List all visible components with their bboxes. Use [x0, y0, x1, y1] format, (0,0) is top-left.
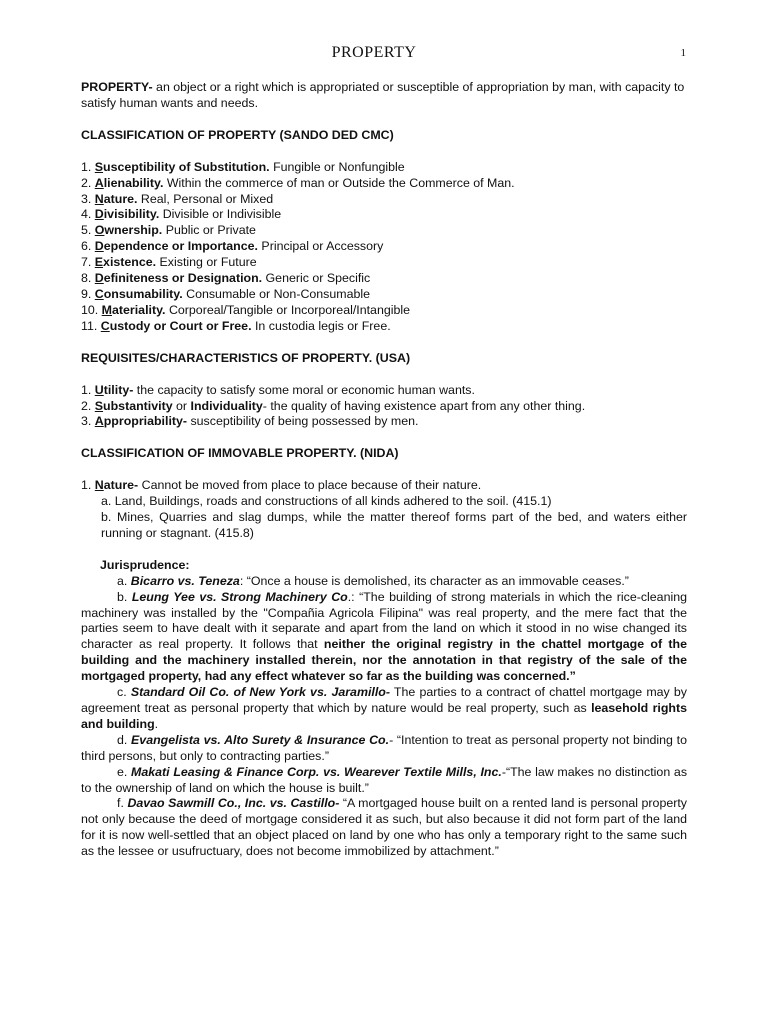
page-title: PROPERTY [331, 44, 417, 61]
case-item: e. Makati Leasing & Finance Corp. vs. Wearever Textile Mills, Inc.-“The law makes no distinction as to the ownership of land on which the house is built.” [81, 764, 688, 795]
case-list [81, 574, 687, 860]
list-item: 6. Dependence or Importance. Principal or Accessory [81, 239, 384, 254]
case-item: f. Davao Sawmill Co., Inc. vs. Castillo- “A mortgaged house built on a rented land is personal property not only because the deed of mortgage considered it as such, but also because it did not form part of the land for it is now well-settled that an object placed on land by one who has only a temporary right to the same such as the lessee or usufructuary, does not become immobilized by attachment.” [81, 796, 687, 859]
list-item: 8. Definiteness or Designation. Generic or Specific [81, 271, 371, 286]
definition-term: PROPERTY- [81, 80, 153, 94]
definition-text: an object or a right which is appropriated or susceptible of appropriation by man, with capacity to satisfy human wants and needs. [81, 80, 685, 110]
list-item: 7. Existence. Existing or Future [81, 255, 257, 270]
list-item: 9. Consumability. Consumable or Non-Consumable [81, 286, 371, 301]
sub-item-b: b. Mines, Quarries and slag dumps, while the matter thereof forms part of the bed, and waters either running or stagnant. (415.8) [101, 510, 687, 540]
immovable-list [81, 478, 687, 542]
case-item: b. Leung Yee vs. Strong Machinery Co.: “The building of strong materials in which the rice-cleaning machinery was installed by the "Compañia Agricola Filipina" was real property, and the mere fact that the parties seem to have dealt with it separate and apart from the land on which it stood in no wise changed its character as real property. It follows that neither the original registry in the chattel mortgage of the building and the machinery installed therein, nor the annotation in that registry of the sale of the mortgaged property, had any effect whatever so far as the building was concerned.” [81, 589, 687, 684]
list-item: 3. Nature. Real, Personal or Mixed [81, 191, 274, 206]
sub-item-a: a. Land, Buildings, roads and constructions of all kinds adhered to the soil. (415.1) [101, 494, 552, 509]
list-item: 1. Utility- the capacity to satisfy some moral or economic human wants. [81, 382, 475, 397]
case-item: c. Standard Oil Co. of New York vs. Jaramillo- The parties to a contract of chattel mortgage may by agreement treat as personal property that which by nature would be real property, such as leasehold rights and building. [81, 685, 687, 731]
list-item: 1. Nature- Cannot be moved from place to place because of their nature. [81, 478, 482, 493]
definition-paragraph [81, 80, 687, 112]
list-item: 2. Alienability. Within the commerce of man or Outside the Commerce of Man. [81, 175, 515, 190]
document-body [81, 80, 687, 860]
jurisprudence-heading: Jurisprudence: [100, 557, 190, 572]
list-item: 4. Divisibility. Divisible or Indivisible [81, 207, 282, 222]
classification-heading: CLASSIFICATION OF PROPERTY (SANDO DED CMC) [81, 127, 394, 142]
case-item: a. Bicarro vs. Teneza: “Once a house is demolished, its character as an immovable ceases.” [117, 573, 629, 588]
list-item: 10. Materiality. Corporeal/Tangible or Incorporeal/Intangible [81, 302, 411, 317]
list-item: 5. Ownership. Public or Private [81, 223, 256, 238]
requisites-list [81, 383, 687, 431]
page-number: 1 [680, 47, 686, 59]
requisites-heading: REQUISITES/CHARACTERISTICS OF PROPERTY. (USA) [81, 350, 411, 365]
list-item: 11. Custody or Court or Free. In custodia legis or Free. [81, 318, 391, 333]
immovable-heading: CLASSIFICATION OF IMMOVABLE PROPERTY. (NIDA) [81, 446, 399, 461]
case-item: d. Evangelista vs. Alto Surety & Insurance Co.- “Intention to treat as personal property not binding to third persons, but only to contracting parties.” [81, 732, 687, 763]
list-item: 1. Susceptibility of Substitution. Fungible or Nonfungible [81, 159, 405, 174]
list-item: 2. Substantivity or Individuality- the quality of having existence apart from any other thing. [81, 398, 586, 413]
list-item: 3. Appropriability- susceptibility of being possessed by men. [81, 414, 419, 429]
classification-list [81, 160, 687, 335]
